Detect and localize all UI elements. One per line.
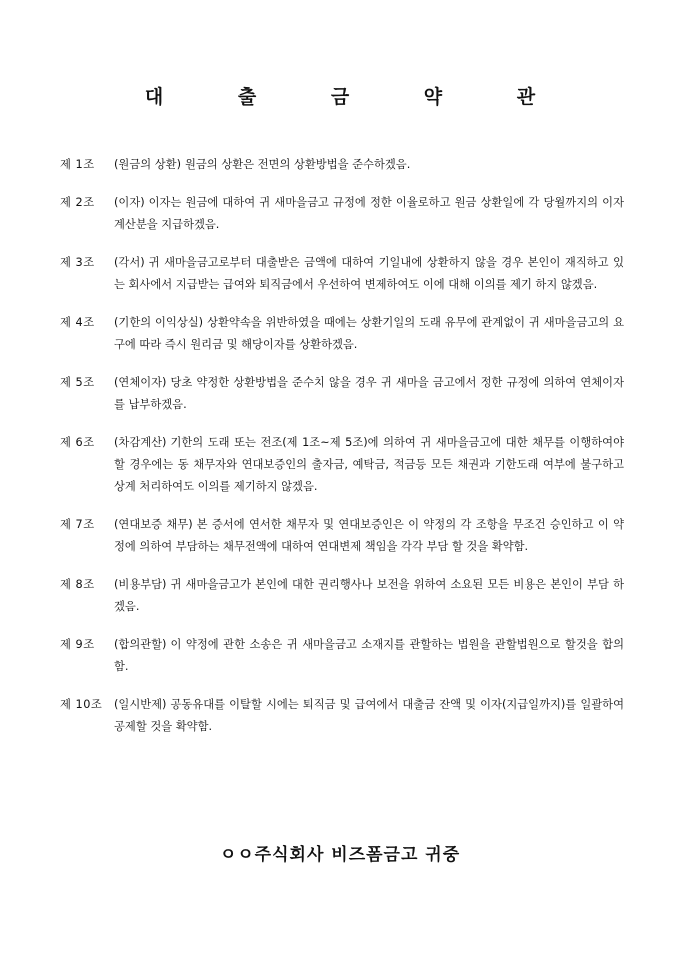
article-text: 원금의 상환은 전면의 상환방법을 준수하겠음. <box>184 158 411 171</box>
article-heading: (기한의 이익상실) <box>114 316 204 329</box>
article-body <box>114 372 624 416</box>
article-body <box>114 514 624 558</box>
article-text: 이자는 원금에 대하여 귀 새마을금고 규정에 정한 이율로하고 원금 상환일에 각 당월까지의 이자 계산분을 지급하겠음. <box>114 196 624 231</box>
article-7 <box>60 514 624 558</box>
article-text: 공동유대를 이탈할 시에는 퇴직금 및 급여에서 대출금 잔액 및 이자(지급일까지)를 일괄하여 공제할 것을 확약함. <box>114 698 624 733</box>
article-number: 제 4조 <box>60 316 95 329</box>
article-number: 제 5조 <box>60 376 95 389</box>
article-body <box>114 312 624 356</box>
article-1 <box>60 154 624 176</box>
article-heading: (각서) <box>114 256 145 269</box>
article-text: 본 증서에 연서한 채무자 및 연대보증인은 이 약정의 각 조항을 무조건 승인하고 이 약정에 의하여 부담하는 채무전액에 대하여 연대변제 책임을 각각 부담 할 것을 확약함. <box>114 518 624 553</box>
article-body <box>114 432 624 498</box>
article-8 <box>60 574 624 618</box>
article-number: 제 9조 <box>60 638 95 651</box>
addressee-line: ㅇㅇ주식회사 비즈폼금고 귀중 <box>219 845 461 865</box>
article-heading: (합의관할) <box>114 638 167 651</box>
article-heading: (일시반제) <box>114 698 167 711</box>
article-text: 귀 새마을금고로부터 대출받은 금액에 대하여 기일내에 상환하지 않을 경우 본인이 재직하고 있는 회사에서 지급받는 급여와 퇴직금에서 우선하여 변제하여도 이에 대해 이의를 제기 하지 않겠음. <box>114 256 624 291</box>
document-title: 대 출 금 약 관 <box>144 86 570 108</box>
article-4 <box>60 312 624 356</box>
article-number: 제 8조 <box>60 578 95 591</box>
article-text: 상환약속을 위반하였을 때에는 상환기일의 도래 유무에 관계없이 귀 새마을금고의 요구에 따라 즉시 원리금 및 해당이자를 상환하겠음. <box>114 316 624 351</box>
article-text: 기한의 도래 또는 전조(제 1조~제 5조)에 의하여 귀 새마을금고에 대한 채무를 이행하여야 할 경우에는 동 채무자와 연대보증인의 출자금, 예탁금, 적금등 모든 채권과 기한도래 여부에 불구하고 상계 처리하여도 이의를 제기하지 않겠음. <box>114 436 624 493</box>
article-heading: (비용부담) <box>114 578 167 591</box>
article-3 <box>60 252 624 296</box>
article-list <box>60 154 624 754</box>
article-text: 귀 새마을금고가 본인에 대한 권리행사나 보전을 위하여 소요된 모든 비용은 본인이 부담 하겠음. <box>114 578 624 613</box>
article-body <box>114 574 624 618</box>
article-text: 이 약정에 관한 소송은 귀 새마을금고 소재지를 관할하는 법원을 관할법원으로 할것을 합의함. <box>114 638 624 673</box>
article-body <box>114 192 624 236</box>
article-body <box>114 154 624 176</box>
article-2 <box>60 192 624 236</box>
article-10 <box>60 694 624 738</box>
article-number: 제 6조 <box>60 436 95 449</box>
article-text: 당초 약정한 상환방법을 준수치 않을 경우 귀 새마을 금고에서 정한 규정에 의하여 연체이자를 납부하겠음. <box>114 376 624 411</box>
article-body <box>114 694 624 738</box>
article-number: 제 10조 <box>60 698 103 711</box>
article-number: 제 2조 <box>60 196 95 209</box>
article-6 <box>60 432 624 498</box>
article-number: 제 3조 <box>60 256 95 269</box>
article-5 <box>60 372 624 416</box>
article-body <box>114 634 624 678</box>
article-heading: (이자) <box>114 196 145 209</box>
article-heading: (차감계산) <box>114 436 167 449</box>
article-9 <box>60 634 624 678</box>
article-heading: (연대보증 채무) <box>114 518 193 531</box>
article-heading: (원금의 상환) <box>114 158 181 171</box>
article-number: 제 7조 <box>60 518 95 531</box>
article-heading: (연체이자) <box>114 376 167 389</box>
article-body <box>114 252 624 296</box>
article-number: 제 1조 <box>60 158 95 171</box>
